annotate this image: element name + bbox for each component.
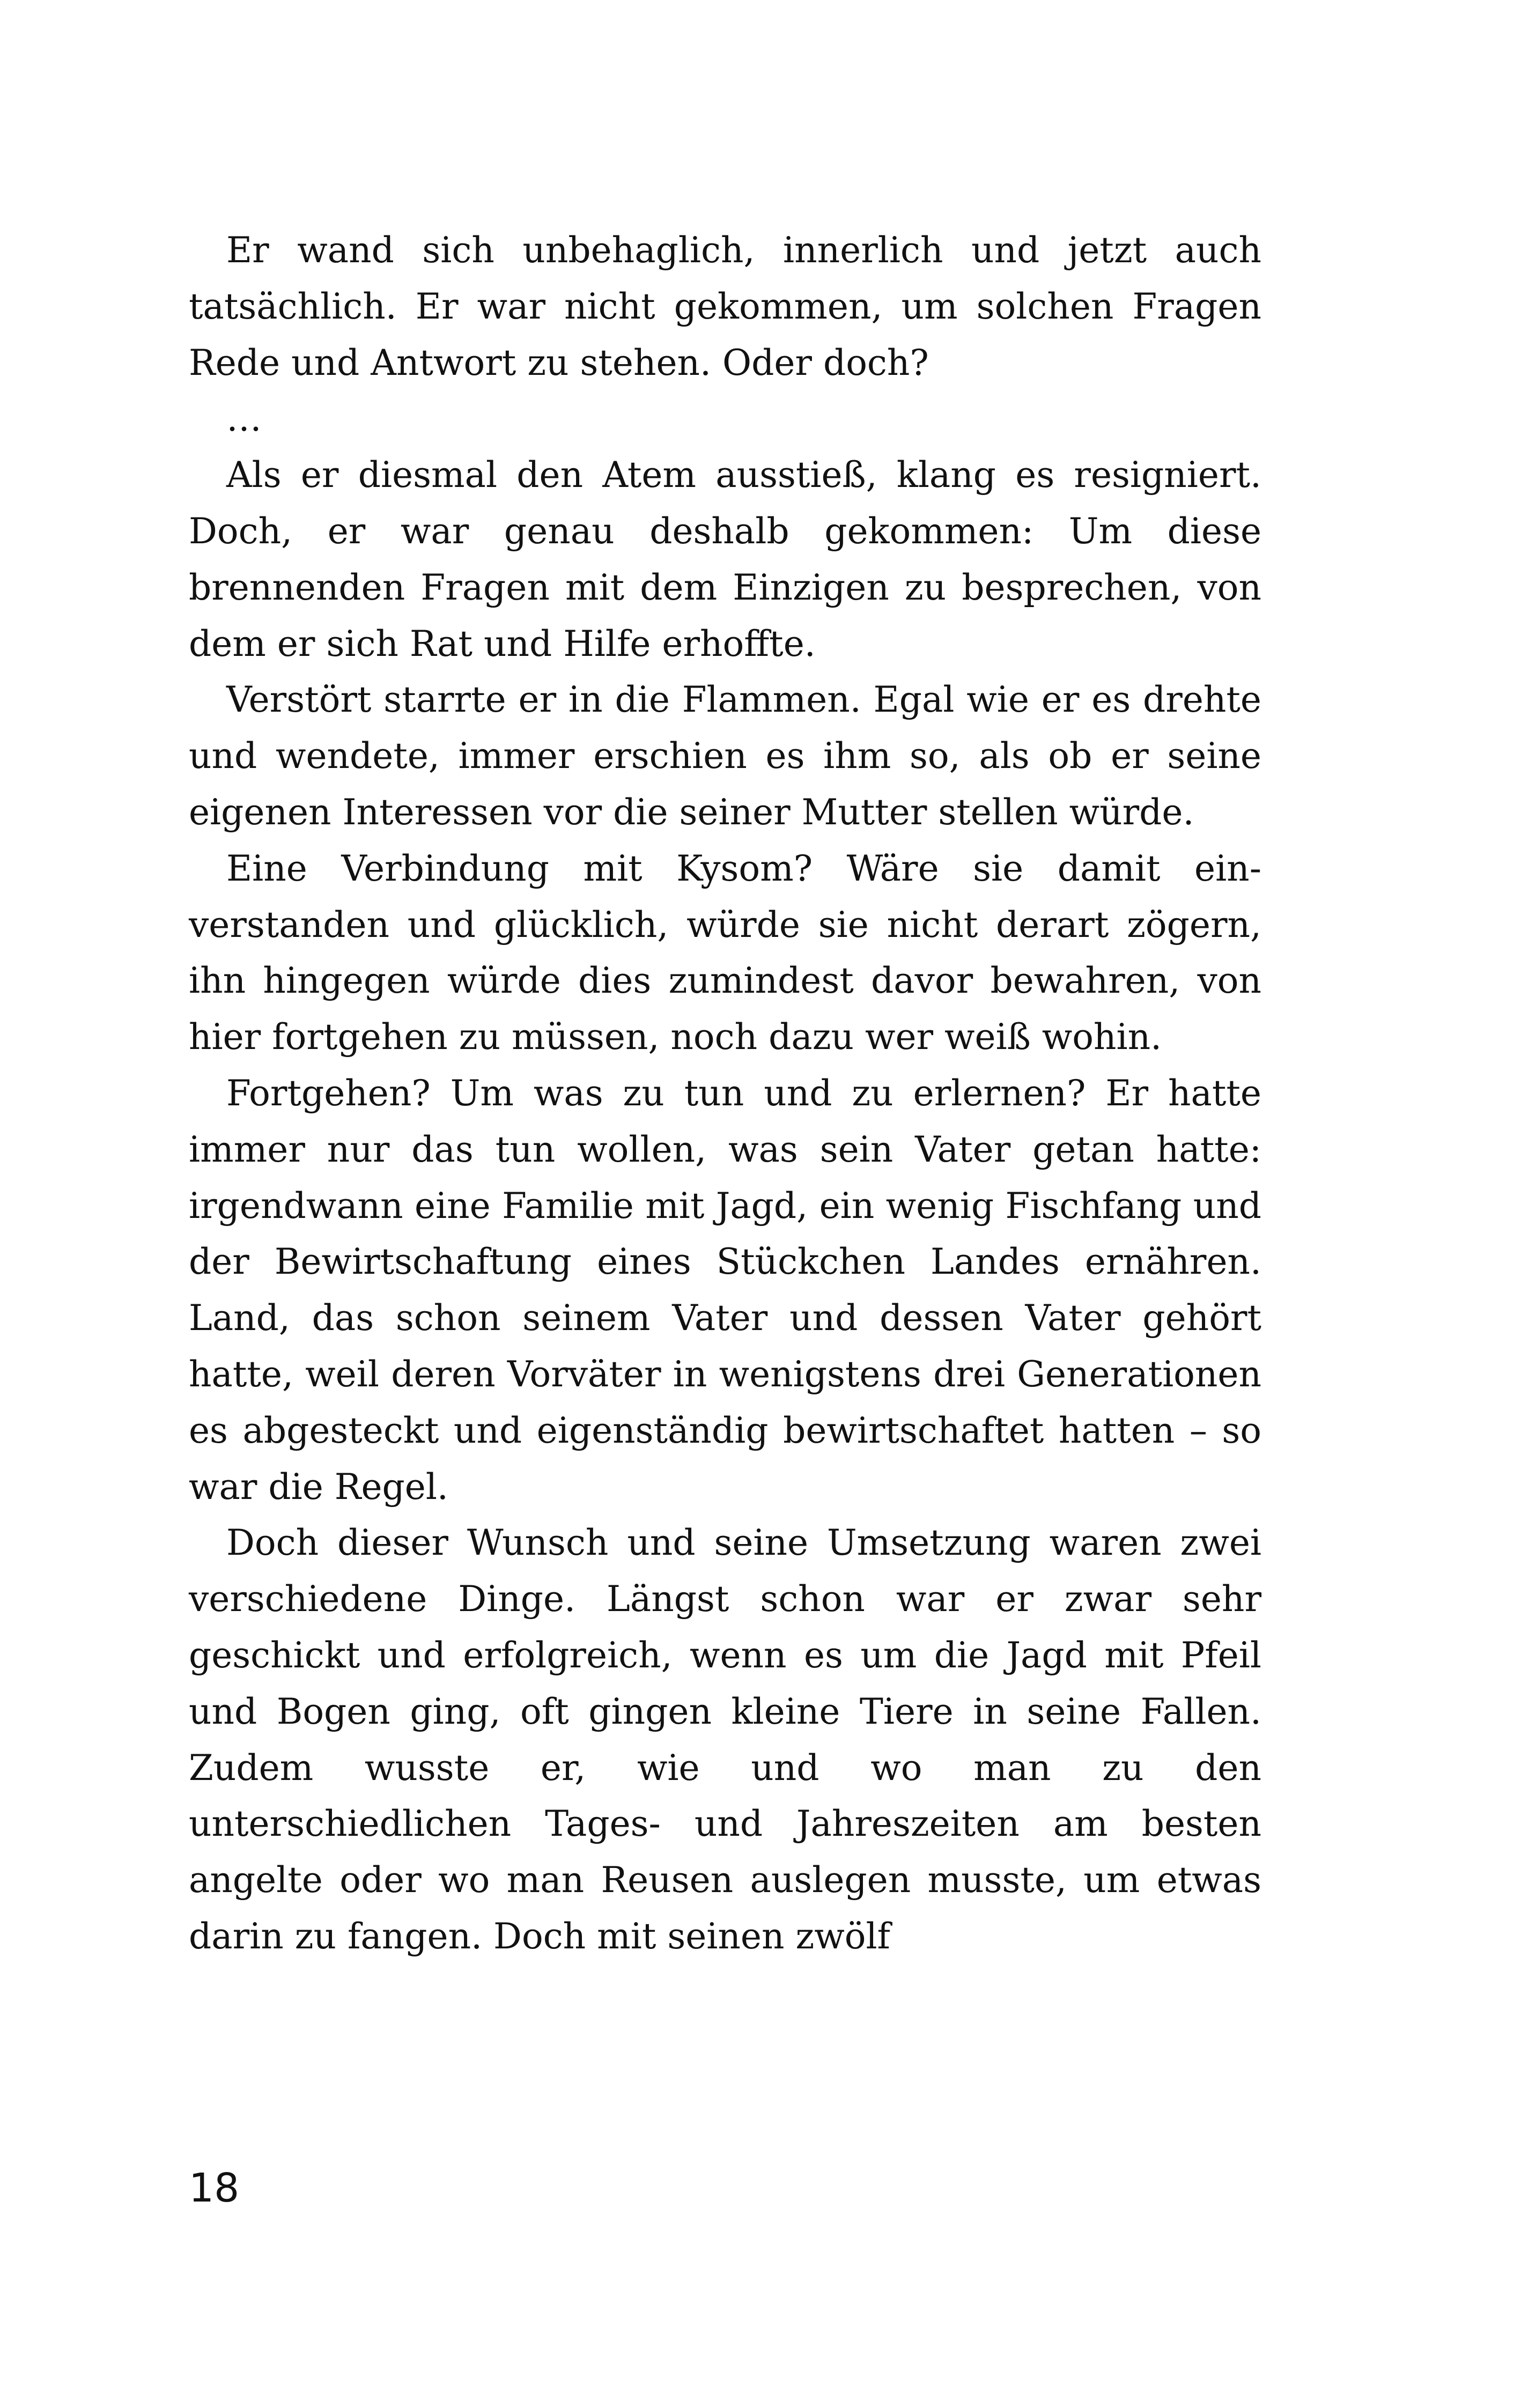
paragraph-4: Eine Verbindung mit Kysom? Wäre sie damit einverstanden und glücklich, würde sie nicht derart zögern, ihn hingegen würde dies zumindest davor bewahren, von hier fortgehen zu müssen, noch dazu wer weiß wohin. <box>189 847 1261 1058</box>
paragraph-6: Doch dieser Wunsch und seine Umsetzung waren zwei verschiedene Dinge. Längst schon war er zwar sehr geschickt und erfolgreich, wenn es um die Jagd mit Pfeil und Bogen ging, oft gingen kleine Tiere in seine Fallen. Zudem wusste er, wie und wo man zu den unterschiedlichen Tages- und Jahreszeiten am besten angelte oder wo man Reusen auslegen musste, um etwas darin zu fangen. Doch mit seinen zwölf <box>189 1522 1261 1957</box>
paragraph-ellipsis: … <box>226 398 262 440</box>
paragraph-3: Verstört starrte er in die Flammen. Egal wie er es drehte und wendete, immer erschien es ihm so, als ob er seine eigenen Interessen vor die seiner Mutter stellen würde. <box>189 679 1261 833</box>
body-text <box>189 223 1261 1965</box>
page-number: 18 <box>189 2165 240 2211</box>
paragraph-2: Als er diesmal den Atem ausstieß, klang es resigniert. Doch, er war genau deshalb gekommen: Um diese brennenden Fragen mit dem Einzigen zu besprechen, von dem er sich Rat und Hilfe erhoffte. <box>189 454 1261 664</box>
paragraph-5: Fortgehen? Um was zu tun und zu erlernen? Er hatte immer nur das tun wollen, was sein Vater getan hatte: irgendwann eine Familie mit Jagd, ein wenig Fischfang und der Bewirtschaftung eines Stückchen Landes ernähren. Land, das schon seinem Vater und dessen Vater gehört hatte, weil deren Vorväter in wenigstens drei Generationen es abgesteckt und eigenständig bewirtschaftet hatten – so war die Regel. <box>189 1072 1261 1508</box>
paragraph-1: Er wand sich unbehaglich, innerlich und jetzt auch tatsächlich. Er war nicht gekommen, um solchen Fragen Rede und Antwort zu stehen. Oder doch? <box>189 230 1261 383</box>
